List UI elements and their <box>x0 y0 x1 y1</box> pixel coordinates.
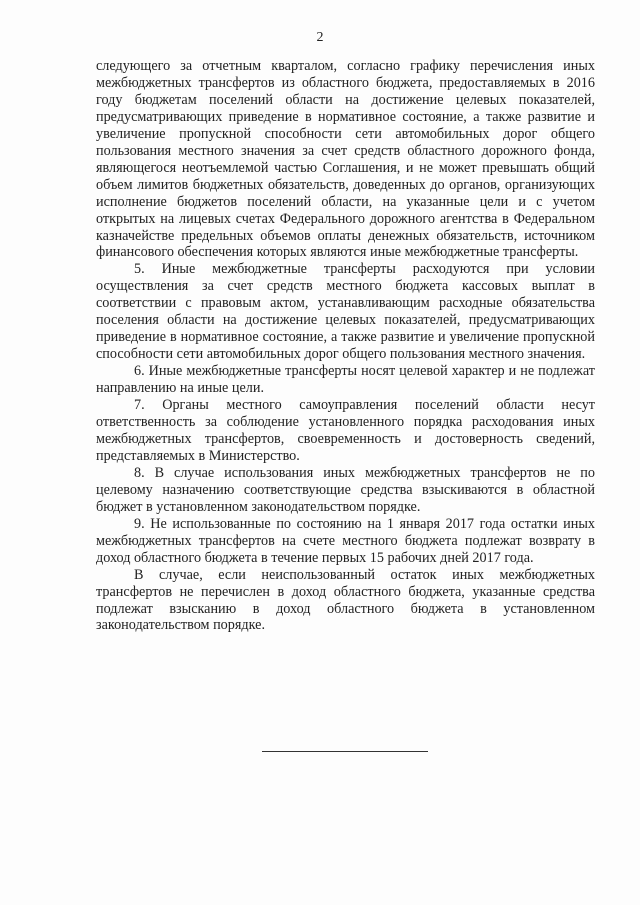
end-separator-line <box>262 751 428 752</box>
paragraph-item-6: 6. Иные межбюджетные трансферты носят целевой характер и не подлежат направлению на иные цели. <box>96 363 595 397</box>
paragraph-item-5: 5. Иные межбюджетные трансферты расходуются при условии осуществления за счет средств местного бюджета кассовых выплат в соответствии с правовым актом, устанавливающим расходные обязательства поселения области на достижение целевых показателей, предусматривающих приведение в нормативное состояние, а также развитие и увеличение пропускной способности сети автомобильных дорог общего пользования местного значения. <box>96 261 595 363</box>
paragraph-item-9-continuation: В случае, если неиспользованный остаток иных межбюджетных трансфертов не перечислен в доход областного бюджета, указанные средства подлежат взысканию в доход областного бюджета в установленном законодательством порядке. <box>96 566 595 634</box>
paragraph-item-8: 8. В случае использования иных межбюджетных трансфертов не по целевому назначению соответствующие средства взыскиваются в областной бюджет в установленном законодательством порядке. <box>96 464 595 515</box>
paragraph-item-9: 9. Не использованные по состоянию на 1 января 2017 года остатки иных межбюджетных трансфертов на счете местного бюджета подлежат возврату в доход областного бюджета в течение первых 15 рабочих дней 2017 года. <box>96 515 595 566</box>
paragraph-item-7: 7. Органы местного самоуправления поселений области несут ответственность за соблюдение установленного порядка расходования иных межбюджетных трансфертов, своевременность и достоверность сведений, представляемых в Министерство. <box>96 397 595 464</box>
document-body <box>96 58 595 634</box>
page-number: 2 <box>316 30 324 45</box>
paragraph-continuation: следующего за отчетным кварталом, согласно графику перечисления иных межбюджетных трансфертов из областного бюджета, предоставляемых в 2016 году бюджетам поселений области на достижение целевых показателей, предусматривающих приведение в нормативное состояние, а также развитие и увеличение пропускной способности сети автомобильных дорог общего пользования местного значения за счет средств областного дорожного фонда, являющегося неотъемлемой частью Соглашения, и не может превышать общий объем лимитов бюджетных обязательств, доведенных до органов, организующих исполнение бюджетов поселений области, на указанные цели и с учетом открытых на лицевых счетах Федерального дорожного агентства в Федеральном казначействе предельных объемов оплаты денежных обязательств, источником финансового обеспечения которых являются иные межбюджетные трансферты. <box>96 58 595 261</box>
